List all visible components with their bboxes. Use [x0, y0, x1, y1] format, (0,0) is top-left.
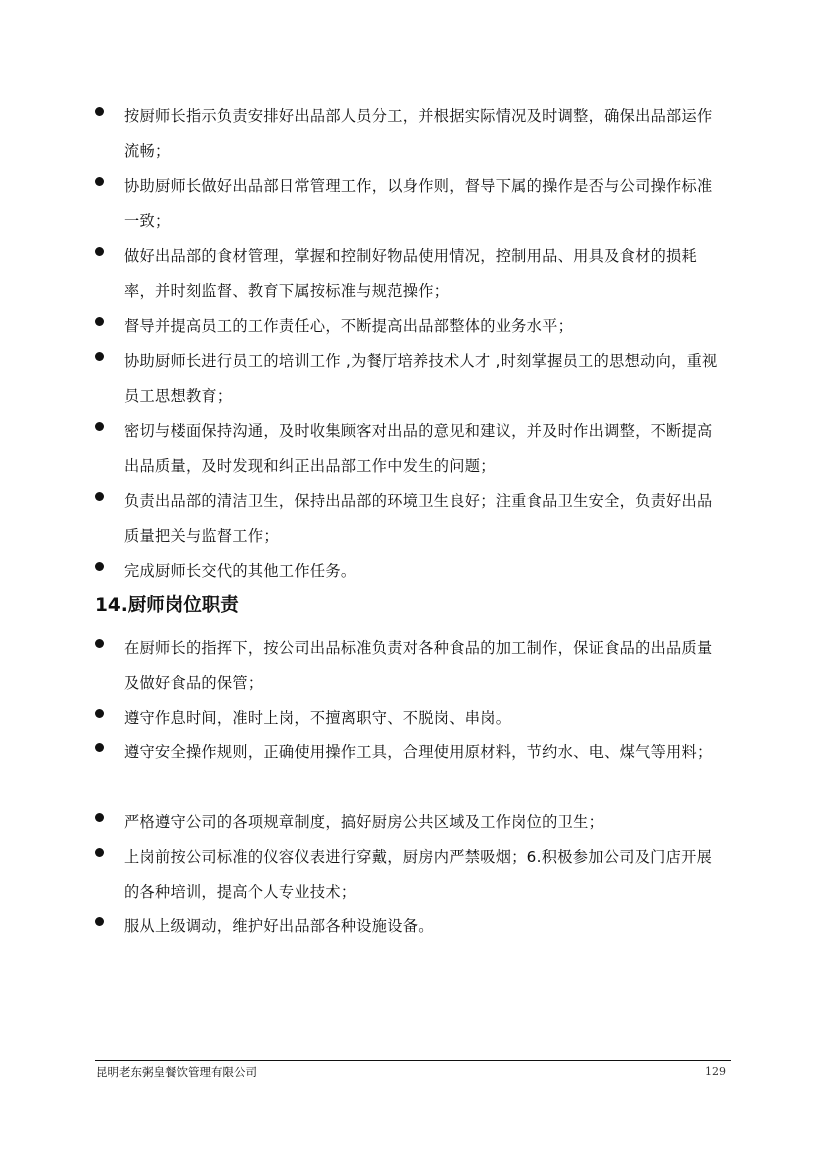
list-item [95, 805, 725, 840]
list-item-text: 密切与楼面保持沟通，及时收集顾客对出品的意见和建议，并及时作出调整，不断提高出品质量，及时发现和纠正出品部工作中发生的问题； [124, 422, 713, 475]
bullet-icon [95, 848, 104, 857]
section-heading: 14.厨师岗位职责 [95, 595, 239, 616]
footer-company-name: 昆明老东粥皇餐饮管理有限公司 [96, 1065, 257, 1079]
list-item [95, 344, 725, 414]
list-item [95, 631, 725, 701]
list-item [95, 701, 725, 736]
bullet-icon [95, 352, 104, 361]
bullet-icon [95, 107, 104, 116]
bullet-icon [95, 709, 104, 718]
footer-divider [95, 1060, 731, 1061]
list-item [95, 239, 725, 309]
bullet-icon [95, 813, 104, 822]
bullet-icon [95, 562, 104, 571]
list-item-text: 上岗前按公司标准的仪容仪表进行穿戴，厨房内严禁吸烟；6.积极参加公司及门店开展的各种培训，提高个人专业技术； [124, 848, 713, 901]
bullet-icon [95, 247, 104, 256]
list-item-text: 做好出品部的食材管理，掌握和控制好物品使用情况，控制用品、用具及食材的损耗率，并时刻监督、教育下属按标准与规范操作； [124, 247, 698, 300]
bullet-icon [95, 422, 104, 431]
list-item [95, 840, 725, 910]
list-item-text: 遵守作息时间，准时上岗，不擅离职守、不脱岗、串岗。 [124, 709, 512, 727]
list-item-text: 协助厨师长做好出品部日常管理工作，以身作则，督导下属的操作是否与公司操作标准一致； [124, 177, 713, 230]
list-item [95, 484, 725, 554]
list-item [95, 735, 725, 770]
list-item-text: 遵守安全操作规则，正确使用操作工具，合理使用原材料，节约水、电、煤气等用料； [124, 743, 713, 761]
list-item-text: 完成厨师长交代的其他工作任务。 [124, 562, 357, 580]
bullet-icon [95, 492, 104, 501]
list-item-text: 服从上级调动，维护好出品部各种设施设备。 [124, 917, 434, 935]
list-item-text: 督导并提高员工的工作责任心，不断提高出品部整体的业务水平； [124, 317, 574, 335]
list-item-text: 协助厨师长进行员工的培训工作 ,为餐厅培养技术人才 ,时刻掌握员工的思想动向，重视员工思想教育； [124, 352, 718, 405]
bullet-icon [95, 743, 104, 752]
page-number: 129 [705, 1065, 726, 1078]
list-item [95, 309, 725, 344]
list-item-text: 在厨师长的指挥下，按公司出品标准负责对各种食品的加工制作，保证食品的出品质量及做好食品的保管； [124, 639, 713, 692]
list-item-text: 按厨师长指示负责安排好出品部人员分工，并根据实际情况及时调整，确保出品部运作流畅； [124, 107, 713, 160]
bullet-icon [95, 177, 104, 186]
list-item [95, 169, 725, 239]
bullet-icon [95, 317, 104, 326]
bullet-icon [95, 639, 104, 648]
list-item [95, 99, 725, 169]
list-item-text: 负责出品部的清洁卫生，保持出品部的环境卫生良好；注重食品卫生安全，负责好出品质量把关与监督工作； [124, 492, 713, 545]
list-item-text: 严格遵守公司的各项规章制度，搞好厨房公共区域及工作岗位的卫生； [124, 813, 605, 831]
list-item [95, 909, 725, 944]
bullet-icon [95, 917, 104, 926]
list-item [95, 414, 725, 484]
list-item [95, 554, 725, 589]
